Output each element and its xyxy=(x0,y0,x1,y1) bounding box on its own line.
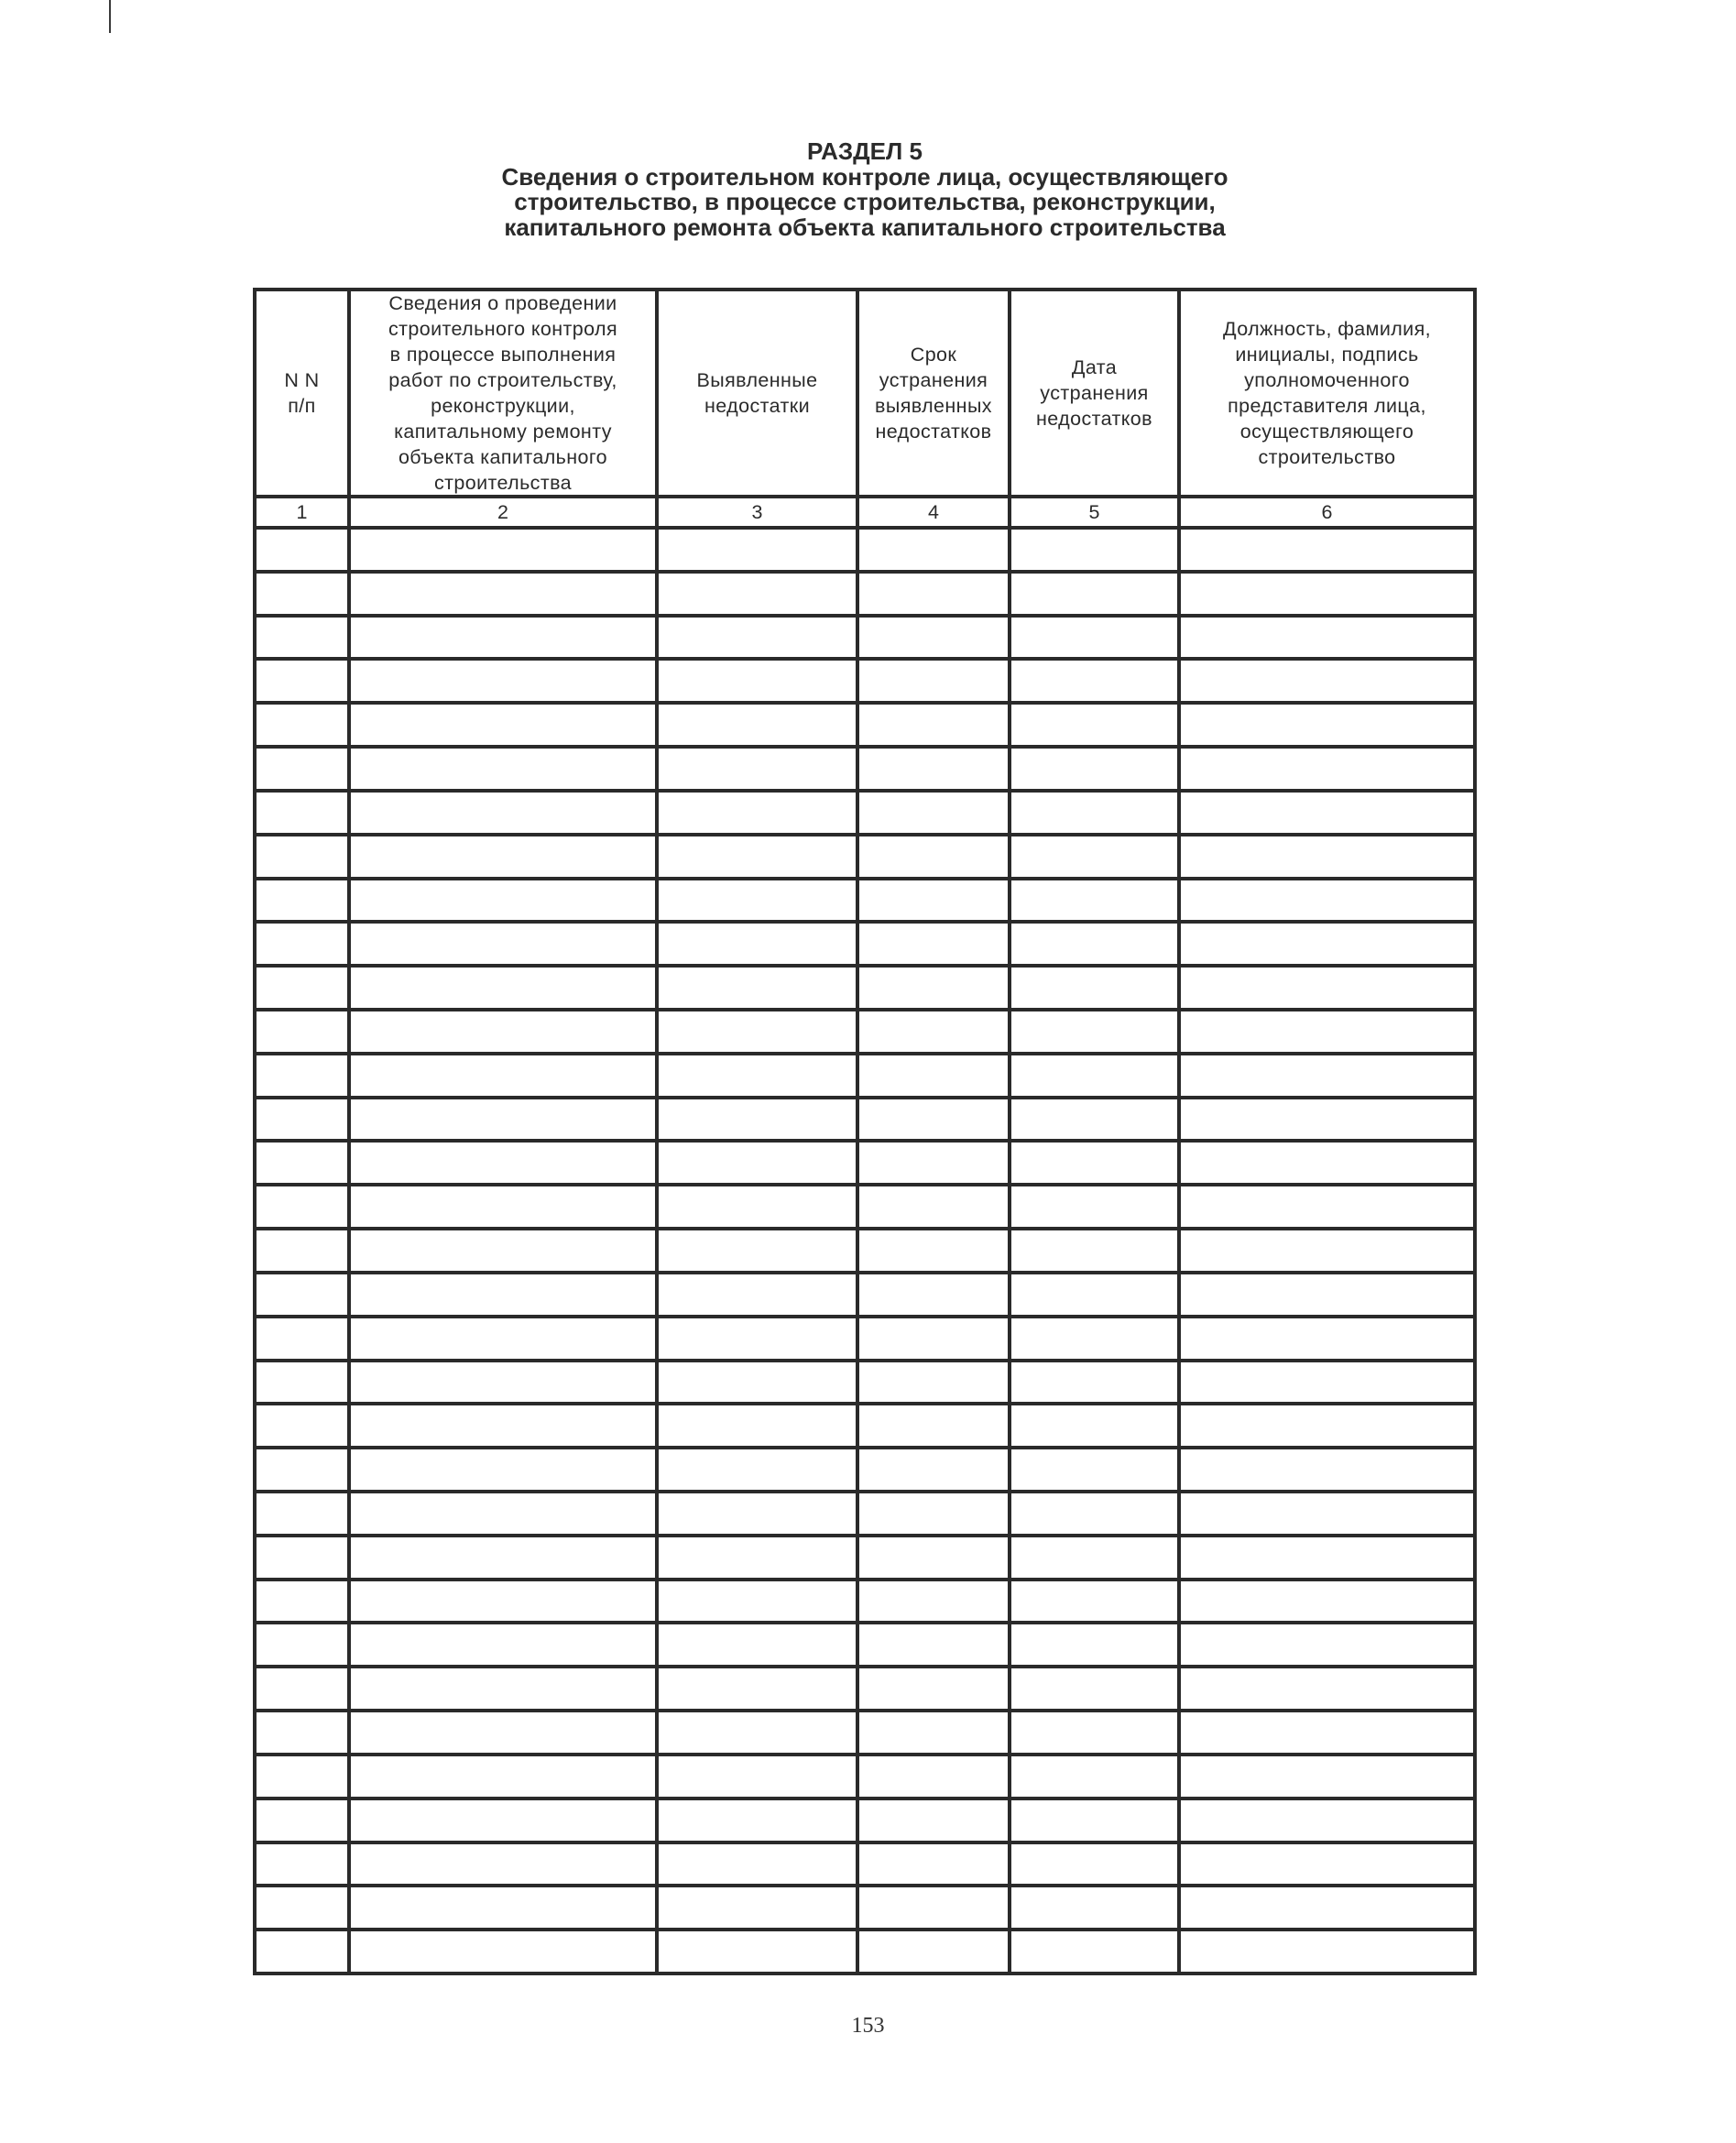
table-row xyxy=(257,1449,1473,1490)
row-number-cell[interactable] xyxy=(257,1493,347,1534)
defects-cell[interactable] xyxy=(659,968,856,1008)
defects-cell[interactable] xyxy=(659,1011,856,1052)
date-cell[interactable] xyxy=(1011,1230,1177,1271)
page-number: 153 xyxy=(851,2014,885,2038)
table-row xyxy=(257,968,1473,1008)
representative-cell[interactable] xyxy=(1181,530,1473,570)
deadline-cell[interactable] xyxy=(859,793,1008,833)
deadline-cell[interactable] xyxy=(859,1318,1008,1359)
control-info-cell[interactable] xyxy=(351,1405,655,1446)
control-info-cell[interactable] xyxy=(351,1800,655,1841)
control-info-cell[interactable] xyxy=(351,1318,655,1359)
table-row xyxy=(257,880,1473,921)
deadline-cell[interactable] xyxy=(859,1712,1008,1753)
date-cell[interactable] xyxy=(1011,1756,1177,1797)
table-row xyxy=(257,1011,1473,1052)
representative-cell[interactable] xyxy=(1181,1230,1473,1271)
defects-cell[interactable] xyxy=(659,1581,856,1622)
row-number-cell[interactable] xyxy=(257,530,347,570)
representative-cell[interactable] xyxy=(1181,1055,1473,1096)
defects-cell[interactable] xyxy=(659,1055,856,1096)
table-row xyxy=(257,1712,1473,1753)
date-cell[interactable] xyxy=(1011,1055,1177,1096)
representative-cell[interactable] xyxy=(1181,1274,1473,1315)
defects-cell[interactable] xyxy=(659,836,856,877)
deadline-cell[interactable] xyxy=(859,1668,1008,1709)
date-cell[interactable] xyxy=(1011,1800,1177,1841)
date-cell[interactable] xyxy=(1011,1405,1177,1446)
control-info-cell[interactable] xyxy=(351,1099,655,1140)
date-cell[interactable] xyxy=(1011,880,1177,921)
defects-cell[interactable] xyxy=(659,661,856,701)
representative-cell[interactable] xyxy=(1181,1099,1473,1140)
table-row xyxy=(257,1581,1473,1622)
header-cell-elimination-date xyxy=(1011,291,1177,495)
row-number-cell[interactable] xyxy=(257,705,347,745)
section-label: РАЗДЕЛ 5 xyxy=(807,137,923,165)
date-cell[interactable] xyxy=(1011,1011,1177,1052)
row-number-cell[interactable] xyxy=(257,1931,347,1972)
control-info-cell[interactable] xyxy=(351,1712,655,1753)
row-number-cell[interactable] xyxy=(257,1668,347,1709)
control-info-cell[interactable] xyxy=(351,880,655,921)
defects-cell[interactable] xyxy=(659,924,856,964)
control-info-cell[interactable] xyxy=(351,574,655,614)
control-info-cell[interactable] xyxy=(351,618,655,658)
control-info-cell[interactable] xyxy=(351,1230,655,1271)
header-rule xyxy=(253,495,1477,498)
column-number-1: 1 xyxy=(296,500,308,523)
control-info-cell[interactable] xyxy=(351,1186,655,1227)
control-info-cell[interactable] xyxy=(351,1143,655,1183)
representative-cell[interactable] xyxy=(1181,1624,1473,1665)
deadline-cell[interactable] xyxy=(859,661,1008,701)
representative-cell[interactable] xyxy=(1181,1318,1473,1359)
deadline-cell[interactable] xyxy=(859,705,1008,745)
row-number-cell[interactable] xyxy=(257,1186,347,1227)
representative-cell[interactable] xyxy=(1181,574,1473,614)
deadline-cell[interactable] xyxy=(859,1537,1008,1578)
table-row xyxy=(257,1230,1473,1271)
row-number-cell[interactable] xyxy=(257,1274,347,1315)
table-row xyxy=(257,705,1473,745)
representative-cell[interactable] xyxy=(1181,1011,1473,1052)
representative-cell[interactable] xyxy=(1181,793,1473,833)
table-row xyxy=(257,1668,1473,1709)
table-row xyxy=(257,618,1473,658)
table-row xyxy=(257,1931,1473,1972)
deadline-cell[interactable] xyxy=(859,1844,1008,1885)
control-info-cell[interactable] xyxy=(351,836,655,877)
representative-cell[interactable] xyxy=(1181,1186,1473,1227)
row-number-cell[interactable] xyxy=(257,1581,347,1622)
control-info-cell[interactable] xyxy=(351,968,655,1008)
defects-cell[interactable] xyxy=(659,618,856,658)
section-heading xyxy=(253,139,1477,240)
section-title-line-2: строительство, в процессе строительства, реконструкции, xyxy=(514,188,1216,215)
defects-cell[interactable] xyxy=(659,1099,856,1140)
header-cell-control-info xyxy=(351,291,655,495)
table-row xyxy=(257,1493,1473,1534)
row-number-cell[interactable] xyxy=(257,1624,347,1665)
representative-cell[interactable] xyxy=(1181,1581,1473,1622)
deadline-cell[interactable] xyxy=(859,1274,1008,1315)
date-cell[interactable] xyxy=(1011,1186,1177,1227)
table-row xyxy=(257,924,1473,964)
control-info-cell[interactable] xyxy=(351,1011,655,1052)
row-number-cell[interactable] xyxy=(257,1844,347,1885)
defects-cell[interactable] xyxy=(659,1449,856,1490)
table-row xyxy=(257,1624,1473,1665)
table-row xyxy=(257,1318,1473,1359)
deadline-cell[interactable] xyxy=(859,880,1008,921)
defects-cell[interactable] xyxy=(659,1800,856,1841)
deadline-cell[interactable] xyxy=(859,1581,1008,1622)
row-number-cell[interactable] xyxy=(257,1055,347,1096)
control-info-cell[interactable] xyxy=(351,749,655,789)
representative-cell[interactable] xyxy=(1181,1887,1473,1928)
table-row xyxy=(257,836,1473,877)
row-number-cell[interactable] xyxy=(257,1537,347,1578)
deadline-cell[interactable] xyxy=(859,1011,1008,1052)
row-number-cell[interactable] xyxy=(257,1405,347,1446)
defects-cell[interactable] xyxy=(659,1318,856,1359)
row-number-cell[interactable] xyxy=(257,1887,347,1928)
control-info-cell[interactable] xyxy=(351,1887,655,1928)
header-label: Выявленные недостатки xyxy=(696,369,818,417)
header-cell-representative xyxy=(1181,291,1473,495)
representative-cell[interactable] xyxy=(1181,1405,1473,1446)
defects-cell[interactable] xyxy=(659,1756,856,1797)
deadline-cell[interactable] xyxy=(859,1405,1008,1446)
row-number-cell[interactable] xyxy=(257,749,347,789)
defects-cell[interactable] xyxy=(659,530,856,570)
table-row xyxy=(257,661,1473,701)
defects-cell[interactable] xyxy=(659,1362,856,1403)
defects-cell[interactable] xyxy=(659,793,856,833)
row-number-cell[interactable] xyxy=(257,1800,347,1841)
control-info-cell[interactable] xyxy=(351,793,655,833)
deadline-cell[interactable] xyxy=(859,1099,1008,1140)
table-row xyxy=(257,530,1473,570)
defects-cell[interactable] xyxy=(659,1186,856,1227)
control-info-cell[interactable] xyxy=(351,530,655,570)
control-info-cell[interactable] xyxy=(351,1756,655,1797)
representative-cell[interactable] xyxy=(1181,836,1473,877)
row-number-cell[interactable] xyxy=(257,574,347,614)
table-row xyxy=(257,749,1473,789)
control-info-cell[interactable] xyxy=(351,1362,655,1403)
table-row xyxy=(257,1362,1473,1403)
table-row xyxy=(257,793,1473,833)
row-number-cell[interactable] xyxy=(257,1143,347,1183)
row-number-cell[interactable] xyxy=(257,880,347,921)
table-row xyxy=(257,1405,1473,1446)
column-number-2: 2 xyxy=(497,500,508,523)
date-cell[interactable] xyxy=(1011,1274,1177,1315)
defects-cell[interactable] xyxy=(659,1624,856,1665)
defects-cell[interactable] xyxy=(659,1274,856,1315)
table-row xyxy=(257,1186,1473,1227)
defects-cell[interactable] xyxy=(659,705,856,745)
table-row xyxy=(257,574,1473,614)
date-cell[interactable] xyxy=(1011,1362,1177,1403)
deadline-cell[interactable] xyxy=(859,836,1008,877)
deadline-cell[interactable] xyxy=(859,749,1008,789)
column-number-3: 3 xyxy=(751,500,763,523)
row-number-cell[interactable] xyxy=(257,661,347,701)
row-number-cell[interactable] xyxy=(257,836,347,877)
deadline-cell[interactable] xyxy=(859,1624,1008,1665)
row-number-cell[interactable] xyxy=(257,1230,347,1271)
header-label: Дата устранения недостатков xyxy=(1036,356,1152,430)
table-row xyxy=(257,1537,1473,1578)
header-label: Сведения о проведении строительного контроля в процессе выполнения работ по строительству, реконструкции, капитальному ремонту объекта капитального строительства xyxy=(388,292,617,494)
date-cell[interactable] xyxy=(1011,968,1177,1008)
column-number-5: 5 xyxy=(1088,500,1100,523)
date-cell[interactable] xyxy=(1011,1668,1177,1709)
deadline-cell[interactable] xyxy=(859,618,1008,658)
deadline-cell[interactable] xyxy=(859,1887,1008,1928)
control-info-cell[interactable] xyxy=(351,1055,655,1096)
deadline-cell[interactable] xyxy=(859,1931,1008,1972)
table-row xyxy=(257,1274,1473,1315)
date-cell[interactable] xyxy=(1011,1581,1177,1622)
table-row xyxy=(257,1756,1473,1797)
column-number-6: 6 xyxy=(1321,500,1333,523)
representative-cell[interactable] xyxy=(1181,661,1473,701)
defects-cell[interactable] xyxy=(659,1230,856,1271)
representative-cell[interactable] xyxy=(1181,1712,1473,1753)
section-title-line-1: Сведения о строительном контроле лица, осуществляющего xyxy=(501,162,1228,191)
table-row xyxy=(257,1099,1473,1140)
control-info-cell[interactable] xyxy=(351,1274,655,1315)
row-number-cell[interactable] xyxy=(257,1011,347,1052)
control-info-cell[interactable] xyxy=(351,1931,655,1972)
row-number-cell[interactable] xyxy=(257,924,347,964)
row-number-cell[interactable] xyxy=(257,1362,347,1403)
date-cell[interactable] xyxy=(1011,1624,1177,1665)
defects-cell[interactable] xyxy=(659,574,856,614)
representative-cell[interactable] xyxy=(1181,880,1473,921)
header-cell-row-number xyxy=(257,291,347,495)
date-cell[interactable] xyxy=(1011,1712,1177,1753)
table-row xyxy=(257,1844,1473,1885)
row-number-cell[interactable] xyxy=(257,1099,347,1140)
deadline-cell[interactable] xyxy=(859,1449,1008,1490)
date-cell[interactable] xyxy=(1011,1493,1177,1534)
date-cell[interactable] xyxy=(1011,618,1177,658)
representative-cell[interactable] xyxy=(1181,1493,1473,1534)
table-row xyxy=(257,1800,1473,1841)
header-cell-defects-found xyxy=(659,291,856,495)
date-cell[interactable] xyxy=(1011,793,1177,833)
defects-cell[interactable] xyxy=(659,1931,856,1972)
representative-cell[interactable] xyxy=(1181,1844,1473,1885)
date-cell[interactable] xyxy=(1011,836,1177,877)
row-number-cell[interactable] xyxy=(257,1712,347,1753)
representative-cell[interactable] xyxy=(1181,705,1473,745)
deadline-cell[interactable] xyxy=(859,574,1008,614)
date-cell[interactable] xyxy=(1011,661,1177,701)
deadline-cell[interactable] xyxy=(859,1756,1008,1797)
construction-control-table xyxy=(253,288,1477,1975)
date-cell[interactable] xyxy=(1011,1931,1177,1972)
defects-cell[interactable] xyxy=(659,1887,856,1928)
deadline-cell[interactable] xyxy=(859,1362,1008,1403)
deadline-cell[interactable] xyxy=(859,1230,1008,1271)
header-label: N N п/п xyxy=(284,369,320,417)
row-number-cell[interactable] xyxy=(257,968,347,1008)
deadline-cell[interactable] xyxy=(859,1800,1008,1841)
representative-cell[interactable] xyxy=(1181,749,1473,789)
deadline-cell[interactable] xyxy=(859,1186,1008,1227)
date-cell[interactable] xyxy=(1011,1099,1177,1140)
deadline-cell[interactable] xyxy=(859,1143,1008,1183)
section-title-line-3: капитального ремонта объекта капитального строительства xyxy=(504,213,1226,241)
defects-cell[interactable] xyxy=(659,1493,856,1534)
defects-cell[interactable] xyxy=(659,1712,856,1753)
deadline-cell[interactable] xyxy=(859,968,1008,1008)
row-number-cell[interactable] xyxy=(257,618,347,658)
representative-cell[interactable] xyxy=(1181,1362,1473,1403)
representative-cell[interactable] xyxy=(1181,1668,1473,1709)
control-info-cell[interactable] xyxy=(351,1537,655,1578)
control-info-cell[interactable] xyxy=(351,1624,655,1665)
date-cell[interactable] xyxy=(1011,705,1177,745)
date-cell[interactable] xyxy=(1011,1449,1177,1490)
date-cell[interactable] xyxy=(1011,574,1177,614)
header-label: Срок устранения выявленных недостатков xyxy=(875,344,992,443)
defects-cell[interactable] xyxy=(659,1405,856,1446)
header-label: Должность, фамилия, инициалы, подпись уполномоченного представителя лица, осуществляющего строительство xyxy=(1223,318,1431,468)
representative-cell[interactable] xyxy=(1181,1931,1473,1972)
representative-cell[interactable] xyxy=(1181,1143,1473,1183)
representative-cell[interactable] xyxy=(1181,968,1473,1008)
representative-cell[interactable] xyxy=(1181,1537,1473,1578)
date-cell[interactable] xyxy=(1011,530,1177,570)
control-info-cell[interactable] xyxy=(351,1668,655,1709)
date-cell[interactable] xyxy=(1011,1318,1177,1359)
date-cell[interactable] xyxy=(1011,1844,1177,1885)
deadline-cell[interactable] xyxy=(859,924,1008,964)
date-cell[interactable] xyxy=(1011,1143,1177,1183)
deadline-cell[interactable] xyxy=(859,1493,1008,1534)
control-info-cell[interactable] xyxy=(351,1449,655,1490)
control-info-cell[interactable] xyxy=(351,924,655,964)
deadline-cell[interactable] xyxy=(859,1055,1008,1096)
row-number-cell[interactable] xyxy=(257,1449,347,1490)
header-cell-elimination-deadline xyxy=(859,291,1008,495)
defects-cell[interactable] xyxy=(659,1844,856,1885)
table-row xyxy=(257,1143,1473,1183)
control-info-cell[interactable] xyxy=(351,1581,655,1622)
table-row xyxy=(257,1887,1473,1928)
date-cell[interactable] xyxy=(1011,1887,1177,1928)
row-number-cell[interactable] xyxy=(257,1318,347,1359)
representative-cell[interactable] xyxy=(1181,618,1473,658)
control-info-cell[interactable] xyxy=(351,705,655,745)
control-info-cell[interactable] xyxy=(351,661,655,701)
defects-cell[interactable] xyxy=(659,749,856,789)
table-row xyxy=(257,1055,1473,1096)
row-number-cell[interactable] xyxy=(257,1756,347,1797)
representative-cell[interactable] xyxy=(1181,1756,1473,1797)
defects-cell[interactable] xyxy=(659,1668,856,1709)
defects-cell[interactable] xyxy=(659,1143,856,1183)
date-cell[interactable] xyxy=(1011,924,1177,964)
representative-cell[interactable] xyxy=(1181,924,1473,964)
deadline-cell[interactable] xyxy=(859,530,1008,570)
defects-cell[interactable] xyxy=(659,1537,856,1578)
row-number-cell[interactable] xyxy=(257,793,347,833)
defects-cell[interactable] xyxy=(659,880,856,921)
column-number-4: 4 xyxy=(928,500,939,523)
crop-mark xyxy=(109,0,111,33)
control-info-cell[interactable] xyxy=(351,1493,655,1534)
date-cell[interactable] xyxy=(1011,749,1177,789)
representative-cell[interactable] xyxy=(1181,1449,1473,1490)
date-cell[interactable] xyxy=(1011,1537,1177,1578)
control-info-cell[interactable] xyxy=(351,1844,655,1885)
representative-cell[interactable] xyxy=(1181,1800,1473,1841)
